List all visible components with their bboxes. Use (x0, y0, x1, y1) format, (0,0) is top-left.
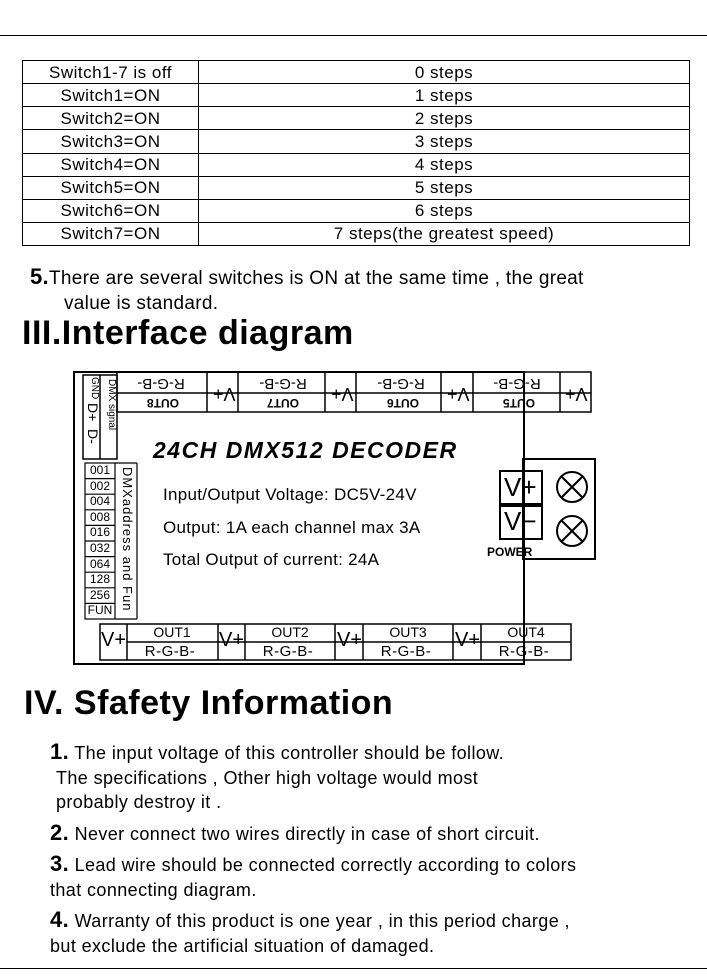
switch-cell: Switch1=ON (23, 84, 199, 107)
top-vplus-label: V+ (565, 384, 588, 404)
top-rgb-label: R-G-B- (259, 375, 307, 392)
decoder-title: 24CH DMX512 DECODER (153, 437, 458, 463)
bottom-out-label: OUT3 (389, 624, 427, 640)
bottom-rgb-label: R-G-B- (498, 643, 550, 660)
top-vplus-label: V+ (447, 384, 470, 404)
table-row (23, 107, 690, 130)
safety-heading: IV. Sfafety Information (24, 684, 394, 722)
steps-cell: 0 steps (199, 61, 690, 84)
dmx-address-label: DMXaddress and Fun (120, 467, 135, 612)
switch-cell: Switch3=ON (23, 130, 199, 153)
spec-output: Output: 1A each channel max 3A (163, 518, 421, 537)
list-item (50, 852, 576, 902)
bottom-vplus-label: V+ (337, 629, 363, 651)
item-number: 3. (50, 851, 70, 876)
top-out-label: OUT8 (147, 396, 180, 410)
top-rgb-label: R-G-B- (137, 375, 185, 392)
table-row (23, 176, 690, 199)
steps-cell: 1 steps (199, 84, 690, 107)
spec-voltage: Input/Output Voltage: DC5V-24V (163, 485, 417, 504)
item-line: probably destroy it . (56, 792, 222, 812)
top-rgb-label: R-G-B- (493, 375, 541, 392)
switch-cell: Switch5=ON (23, 176, 199, 199)
steps-cell: 7 steps(the greatest speed) (199, 222, 690, 245)
table-row (23, 153, 690, 176)
bottom-vplus-label: V+ (101, 629, 127, 651)
item-line: Never connect two wires directly in case of short circuit. (74, 823, 540, 844)
top-vplus-label: V+ (331, 384, 354, 404)
switch-cell: Switch1-7 is off (23, 61, 199, 84)
bottom-vplus-label: V+ (455, 629, 481, 651)
top-vplus-label: V+ (213, 384, 236, 404)
list-item (50, 740, 576, 815)
steps-cell: 4 steps (199, 153, 690, 176)
decoder-diagram (73, 371, 597, 665)
address-cell: 002 (89, 478, 111, 493)
switch-cell: Switch6=ON (23, 199, 199, 222)
dmx-signal-caption: DMX signal (106, 379, 117, 431)
bottom-rule (0, 968, 707, 969)
list-item (50, 908, 576, 958)
item-line: but exclude the artificial situation of damaged. (50, 935, 435, 956)
item-number: 4. (50, 907, 70, 932)
table-row (23, 84, 690, 107)
address-cell: 008 (89, 509, 111, 524)
top-out-label: OUT5 (503, 396, 536, 410)
switch-cell: Switch2=ON (23, 107, 199, 130)
address-cell: 004 (89, 494, 111, 509)
note-line: value is standard. (64, 293, 219, 314)
address-cell: 032 (89, 541, 111, 555)
bottom-rgb-label: R-G-B- (144, 643, 196, 660)
top-out-label: OUT6 (387, 396, 420, 410)
address-cell: 001 (89, 463, 111, 477)
table-row (23, 61, 690, 84)
top-rgb-label: R-G-B- (377, 375, 425, 392)
note-5 (30, 264, 584, 316)
address-cell: 064 (89, 556, 111, 571)
table-row (23, 130, 690, 153)
table-row (23, 222, 690, 245)
power-vplus-label: V+ (504, 472, 537, 502)
note-number: 5. (30, 264, 49, 289)
interface-heading: III.Interface diagram (22, 314, 354, 352)
steps-cell: 3 steps (199, 130, 690, 153)
power-vminus-label: V− (504, 506, 537, 536)
bottom-out-label: OUT4 (507, 624, 545, 640)
switch-cell: Switch4=ON (23, 153, 199, 176)
list-item (50, 821, 576, 847)
power-label: POWER (487, 545, 533, 559)
bottom-out-label: OUT2 (271, 624, 309, 640)
bottom-vplus-label: V+ (219, 629, 245, 651)
safety-list (50, 740, 576, 964)
address-cell: FUN (87, 603, 113, 618)
address-cell: 256 (89, 587, 111, 602)
steps-cell: 2 steps (199, 107, 690, 130)
bottom-rgb-label: R-G-B- (380, 643, 432, 660)
dmx-dplus-label: D+ (85, 403, 101, 422)
item-number: 2. (50, 819, 70, 845)
top-out-label: OUT7 (267, 396, 300, 410)
steps-cell: 6 steps (199, 199, 690, 222)
item-line: Lead wire should be connected correctly according to colors (74, 855, 577, 875)
address-cell: 016 (89, 525, 111, 540)
bottom-rgb-label: R-G-B- (262, 643, 314, 660)
spec-total: Total Output of current: 24A (163, 550, 380, 569)
dmx-dminus-label: D- (85, 429, 101, 444)
dmx-gnd-label: GND (89, 377, 100, 400)
note-line: There are several switches is ON at the same time , the great (48, 268, 584, 289)
switch-steps-table (22, 60, 690, 246)
item-line: The input voltage of this controller should be follow. (74, 743, 505, 763)
table-row (23, 199, 690, 222)
bottom-out-label: OUT1 (153, 624, 191, 640)
item-line: that connecting diagram. (50, 879, 257, 900)
address-cell: 128 (89, 572, 111, 587)
item-line: The specifications , Other high voltage would most (56, 767, 479, 788)
top-rule (0, 35, 707, 36)
item-line: Warranty of this product is one year , in this period charge , (74, 911, 570, 931)
switch-cell: Switch7=ON (23, 222, 199, 245)
item-number: 1. (50, 739, 70, 764)
steps-cell: 5 steps (199, 176, 690, 199)
